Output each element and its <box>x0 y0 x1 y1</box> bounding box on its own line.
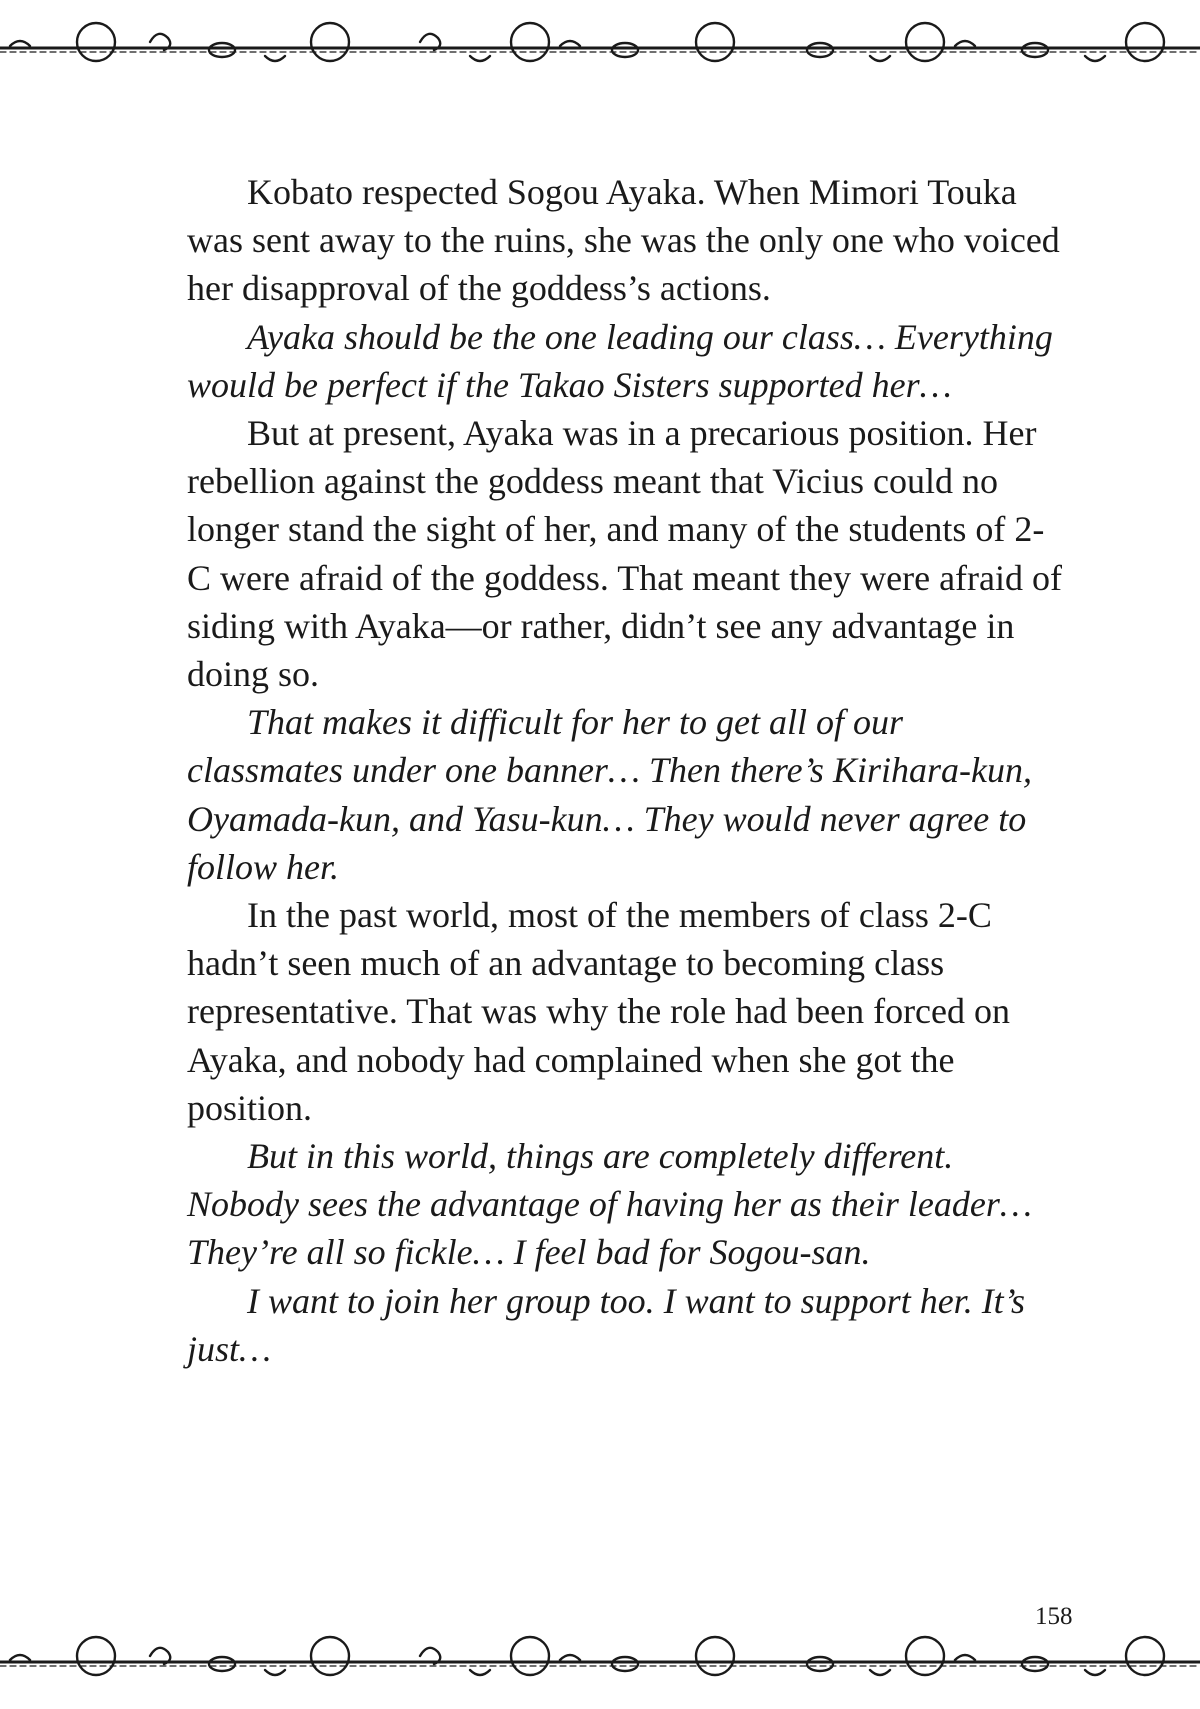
body-text <box>187 168 1067 1373</box>
paragraph-3: But at present, Ayaka was in a precarious position. Her rebellion against the goddess meant that Vicius could no longer stand the sight of her, and many of the students of 2-C were afraid of the goddess. That meant they were afraid of siding with Ayaka—or rather, didn’t see any advantage in doing so. <box>187 413 1062 695</box>
paragraph-2: Ayaka should be the one leading our class… Everything would be perfect if the Takao Sisters supported her… <box>187 316 1053 405</box>
paragraph-7: I want to join her group too. I want to support her. It’s just… <box>187 1280 1026 1369</box>
paragraph-6: But in this world, things are completely different. Nobody sees the advantage of having her as their leader… They’re all so fickle… I feel bad for Sogou-san. <box>187 1136 1032 1273</box>
page-number: 158 <box>1035 1603 1073 1630</box>
top-chain-border <box>0 6 1200 86</box>
paragraph-1: Kobato respected Sogou Ayaka. When Mimori Touka was sent away to the ruins, she was the only one who voiced her disapproval of the goddess’s actions. <box>187 172 1060 309</box>
paragraph-5: In the past world, most of the members of class 2-C hadn’t seen much of an advantage to becoming class representative. That was why the role had been forced on Ayaka, and nobody had complained when she got the position. <box>187 895 1011 1128</box>
bottom-chain-border <box>0 1620 1200 1700</box>
paragraph-4: That makes it difficult for her to get all of our classmates under one banner… Then there’s Kirihara-kun, Oyamada-kun, and Yasu-kun… They would never agree to follow her. <box>187 702 1032 887</box>
